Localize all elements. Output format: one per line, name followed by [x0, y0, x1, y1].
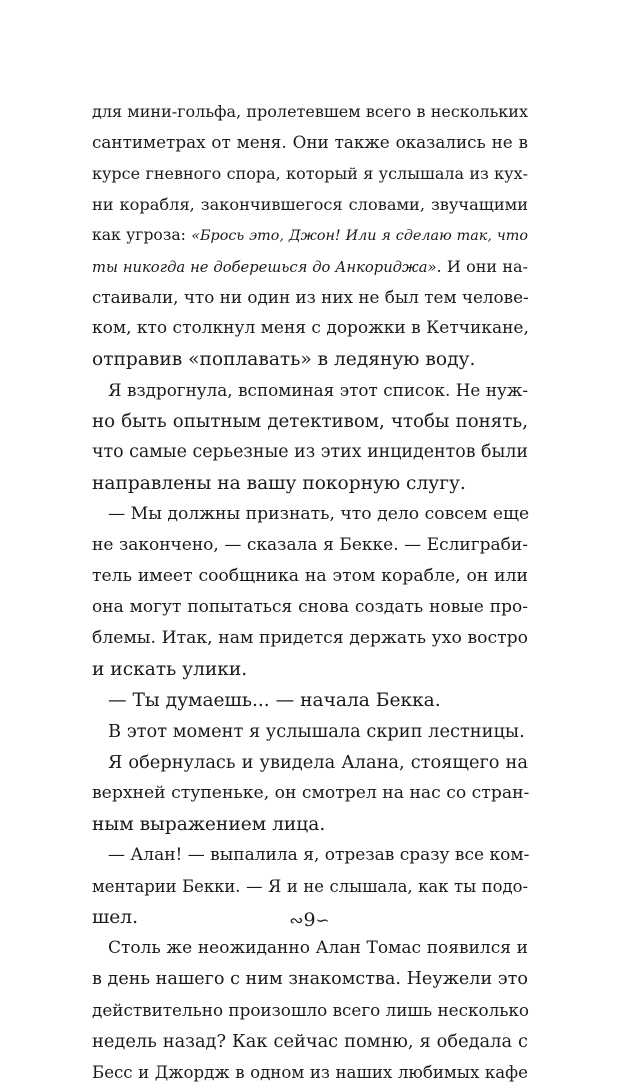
ornament-right-icon: ∽ — [315, 911, 330, 931]
text-line: шел. — [92, 907, 139, 928]
text-line: действительно произошло всего лишь несколько — [92, 1000, 529, 1020]
text-line: В этот момент я услышала скрип лестницы. — [108, 721, 525, 742]
text-line: что самые серьезные из этих инцидентов были — [92, 442, 528, 462]
text-line: Бесс и Джордж в одном из наших любимых кафе — [92, 1063, 528, 1082]
text-line: не закончено, — сказала я Бекке. — Еслиграби- — [92, 535, 528, 555]
text-line: в день нашего с ним знакомства. Неужели это — [92, 969, 528, 989]
text-line: ментарии Бекки. — Я и не слышала, как ты подо- — [92, 877, 528, 896]
text-line: — Ты думаешь... — начала Бекка. — [108, 690, 441, 711]
text-line: ни корабля, закончившегося словами, звучащими — [92, 195, 528, 214]
quote-italic: ты никогда не доберешься до Анкориджа» — [92, 259, 437, 276]
text-line: и искать улики. — [92, 659, 248, 680]
text-segment: . И они на- — [436, 257, 528, 276]
text-line: сантиметрах от меня. Они также оказались не в — [92, 132, 528, 152]
text-line — [92, 220, 528, 251]
text-line: ком, кто столкнул меня с дорожки в Кетчикане, — [92, 318, 529, 338]
text-line: тель имеет сообщника на этом корабле, он или — [92, 566, 528, 586]
text-line: для мини-гольфа, пролетевшем всего в нескольких — [92, 102, 528, 121]
text-line: отправив «поплавать» в ледяную воду. — [92, 349, 476, 370]
text-line: — Мы должны признать, что дело совсем еще — [108, 504, 530, 524]
page-footer — [0, 908, 619, 933]
text-line: — Алан! — выпалила я, отрезав сразу все ком- — [108, 845, 530, 865]
text-line: она могут попытаться снова создать новые про- — [92, 597, 528, 617]
text-line — [92, 251, 528, 282]
text-line: блемы. Итак, нам придется держать ухо востро — [92, 628, 528, 648]
text-line: Я обернулась и увидела Алана, стоящего на — [108, 752, 528, 773]
ornament-left-icon: ∾ — [289, 911, 304, 931]
page-number: 9 — [303, 909, 316, 931]
text-line: Я вздрогнула, вспоминая этот список. Не нуж- — [108, 380, 528, 400]
text-line: Столь же неожиданно Алан Томас появился и — [108, 938, 528, 958]
text-line: но быть опытным детективом, чтобы понять, — [92, 411, 528, 432]
quote-italic: «Брось это, Джон! Или я сделаю так, что — [191, 228, 528, 244]
text-line: направлены на вашу покорную слугу. — [92, 473, 466, 494]
text-segment: как угроза: — [92, 226, 192, 244]
text-line: ным выражением лица. — [92, 814, 326, 835]
page-text-block — [92, 96, 528, 1088]
text-line: верхней ступеньке, он смотрел на нас со стран- — [92, 783, 530, 803]
text-line: стаивали, что ни один из них не был тем челове- — [92, 287, 529, 307]
text-line: курсе гневного спора, который я услышала из кух- — [92, 164, 528, 183]
text-line: недель назад? Как сейчас помню, я обедала с — [92, 1031, 528, 1052]
